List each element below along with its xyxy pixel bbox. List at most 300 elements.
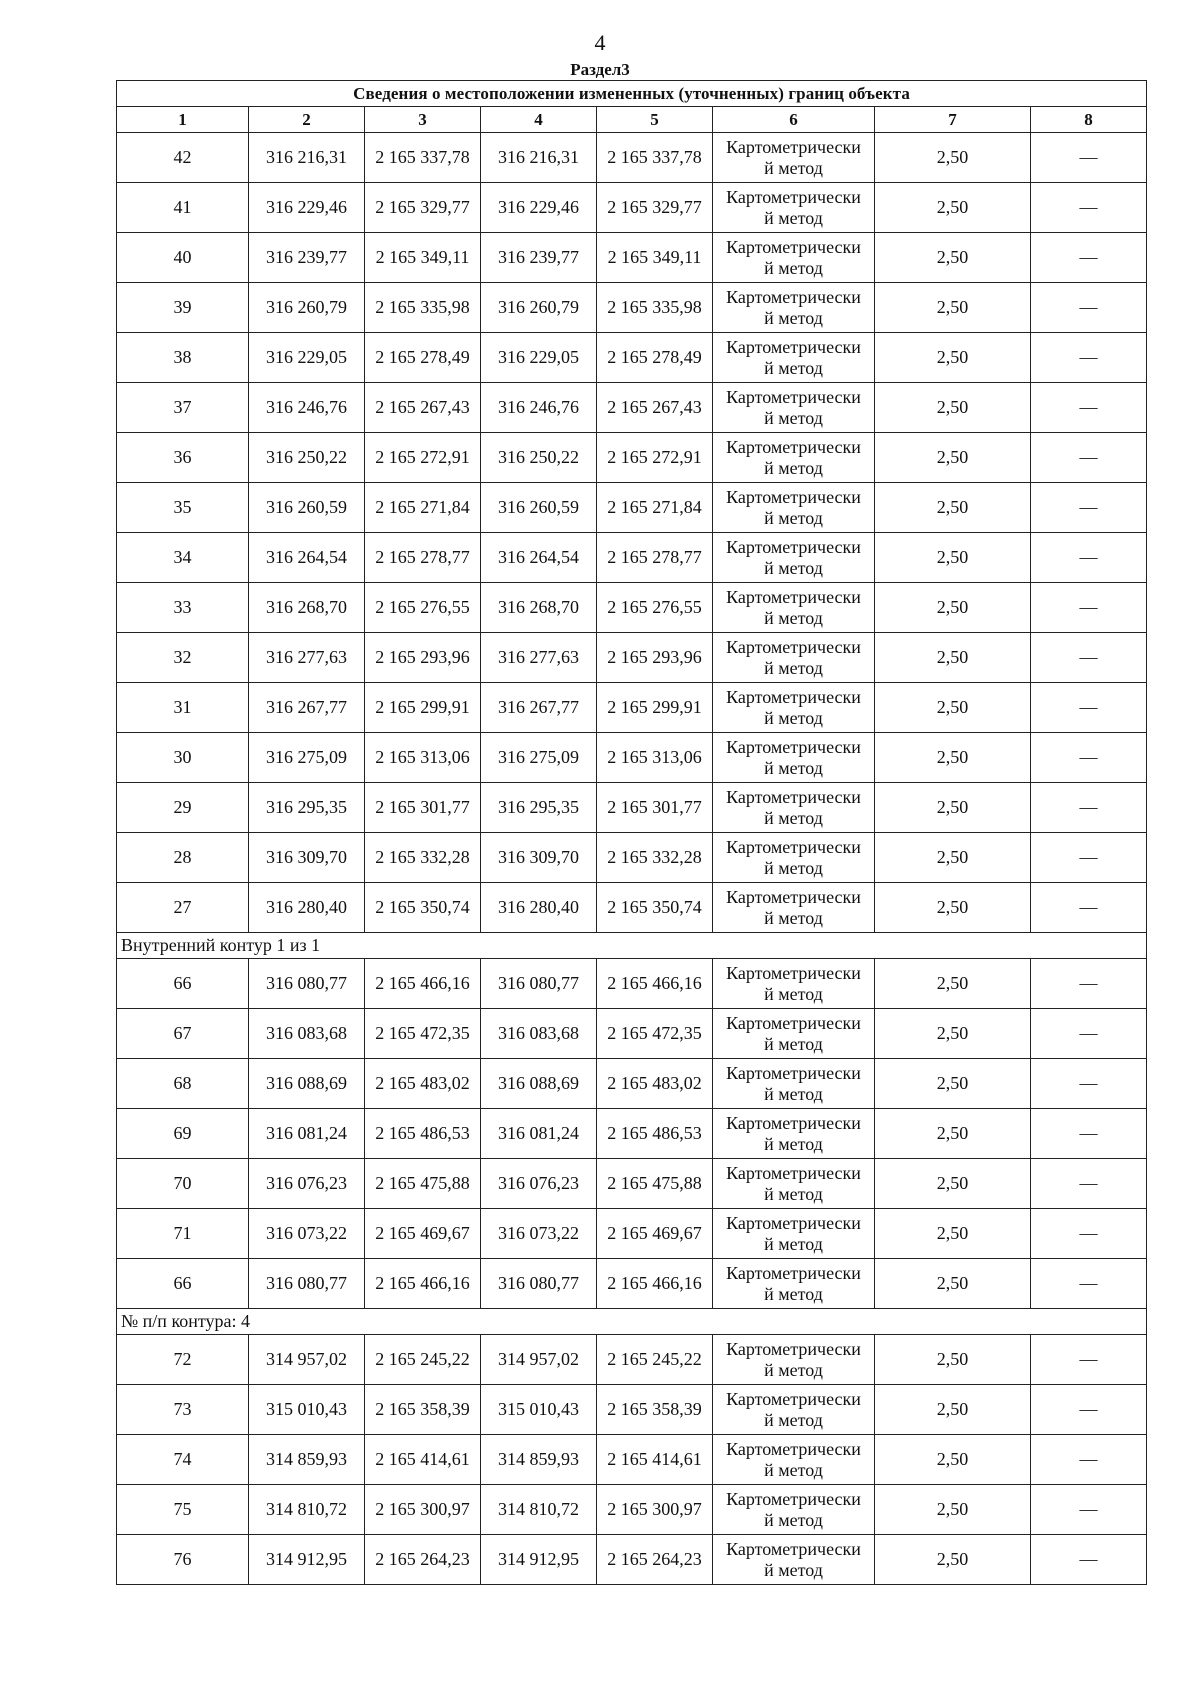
y-existing-cell: 2 165 486,53: [365, 1109, 481, 1159]
point-number-cell: 73: [117, 1385, 249, 1435]
y-existing-cell: 2 165 313,06: [365, 733, 481, 783]
y-new-cell: 2 165 358,39: [597, 1385, 713, 1435]
column-header: 8: [1031, 107, 1147, 133]
method-line-2: й метод: [764, 1033, 823, 1054]
y-existing-cell: 2 165 272,91: [365, 433, 481, 483]
column-header: 1: [117, 107, 249, 133]
point-number-cell: 71: [117, 1209, 249, 1259]
method-line-2: й метод: [764, 1233, 823, 1254]
x-existing-cell: 316 275,09: [249, 733, 365, 783]
method-line-2: й метод: [764, 1283, 823, 1304]
note-cell: —: [1031, 1435, 1147, 1485]
y-new-cell: 2 165 267,43: [597, 383, 713, 433]
y-existing-cell: 2 165 329,77: [365, 183, 481, 233]
table-row: [117, 483, 1147, 533]
method-line-2: й метод: [764, 1559, 823, 1580]
method-line-2: й метод: [764, 707, 823, 728]
note-cell: —: [1031, 1059, 1147, 1109]
x-new-cell: 316 080,77: [481, 959, 597, 1009]
precision-cell: 2,50: [875, 633, 1031, 683]
method-cell: [713, 1435, 875, 1485]
method-line-1: Картометрически: [726, 1338, 861, 1359]
method-line-1: Картометрически: [726, 1262, 861, 1283]
y-new-cell: 2 165 300,97: [597, 1485, 713, 1535]
y-existing-cell: 2 165 337,78: [365, 133, 481, 183]
x-new-cell: 316 246,76: [481, 383, 597, 433]
precision-cell: 2,50: [875, 959, 1031, 1009]
x-existing-cell: 314 810,72: [249, 1485, 365, 1535]
point-number-cell: 38: [117, 333, 249, 383]
y-existing-cell: 2 165 301,77: [365, 783, 481, 833]
column-header: 5: [597, 107, 713, 133]
x-existing-cell: 316 083,68: [249, 1009, 365, 1059]
method-cell: [713, 483, 875, 533]
y-new-cell: 2 165 313,06: [597, 733, 713, 783]
precision-cell: 2,50: [875, 1259, 1031, 1309]
method-line-2: й метод: [764, 757, 823, 778]
method-line-1: Картометрически: [726, 1438, 861, 1459]
method-line-1: Картометрически: [726, 486, 861, 507]
table-row: [117, 1535, 1147, 1585]
method-cell: [713, 633, 875, 683]
x-existing-cell: 314 859,93: [249, 1435, 365, 1485]
table-row: [117, 133, 1147, 183]
y-existing-cell: 2 165 264,23: [365, 1535, 481, 1585]
method-line-1: Картометрически: [726, 686, 861, 707]
y-existing-cell: 2 165 358,39: [365, 1385, 481, 1435]
method-cell: [713, 833, 875, 883]
method-cell: [713, 683, 875, 733]
x-existing-cell: 314 957,02: [249, 1335, 365, 1385]
note-cell: —: [1031, 683, 1147, 733]
x-new-cell: 316 264,54: [481, 533, 597, 583]
note-cell: —: [1031, 283, 1147, 333]
method-line-2: й метод: [764, 357, 823, 378]
method-line-1: Картометрически: [726, 636, 861, 657]
method-cell: [713, 733, 875, 783]
x-new-cell: 314 810,72: [481, 1485, 597, 1535]
y-existing-cell: 2 165 414,61: [365, 1435, 481, 1485]
method-cell: [713, 183, 875, 233]
point-number-cell: 67: [117, 1009, 249, 1059]
point-number-cell: 37: [117, 383, 249, 433]
note-cell: —: [1031, 783, 1147, 833]
point-number-cell: 40: [117, 233, 249, 283]
y-existing-cell: 2 165 475,88: [365, 1159, 481, 1209]
method-line-2: й метод: [764, 207, 823, 228]
method-line-1: Картометрически: [726, 536, 861, 557]
y-new-cell: 2 165 414,61: [597, 1435, 713, 1485]
point-number-cell: 28: [117, 833, 249, 883]
table-row: [117, 1259, 1147, 1309]
method-cell: [713, 1335, 875, 1385]
section-title: Раздел3: [570, 60, 630, 79]
x-new-cell: 316 277,63: [481, 633, 597, 683]
y-existing-cell: 2 165 335,98: [365, 283, 481, 333]
x-new-cell: 314 912,95: [481, 1535, 597, 1585]
x-existing-cell: 316 229,05: [249, 333, 365, 383]
point-number-cell: 66: [117, 959, 249, 1009]
method-cell: [713, 1535, 875, 1585]
precision-cell: 2,50: [875, 683, 1031, 733]
table-row: [117, 683, 1147, 733]
method-line-1: Картометрически: [726, 1488, 861, 1509]
x-new-cell: 316 229,05: [481, 333, 597, 383]
note-cell: —: [1031, 1009, 1147, 1059]
point-number-cell: 70: [117, 1159, 249, 1209]
precision-cell: 2,50: [875, 1009, 1031, 1059]
method-line-2: й метод: [764, 807, 823, 828]
table-row: [117, 783, 1147, 833]
method-line-2: й метод: [764, 1459, 823, 1480]
method-cell: [713, 333, 875, 383]
x-new-cell: 316 080,77: [481, 1259, 597, 1309]
precision-cell: 2,50: [875, 333, 1031, 383]
y-new-cell: 2 165 293,96: [597, 633, 713, 683]
table-row: [117, 183, 1147, 233]
method-line-2: й метод: [764, 607, 823, 628]
point-number-cell: 76: [117, 1535, 249, 1585]
method-cell: [713, 959, 875, 1009]
method-line-1: Картометрически: [726, 586, 861, 607]
column-header: 7: [875, 107, 1031, 133]
point-number-cell: 41: [117, 183, 249, 233]
point-number-cell: 69: [117, 1109, 249, 1159]
point-number-cell: 27: [117, 883, 249, 933]
method-line-1: Картометрически: [726, 1538, 861, 1559]
y-new-cell: 2 165 245,22: [597, 1335, 713, 1385]
column-header: 4: [481, 107, 597, 133]
point-number-cell: 33: [117, 583, 249, 633]
precision-cell: 2,50: [875, 1535, 1031, 1585]
precision-cell: 2,50: [875, 133, 1031, 183]
table-row: [117, 1059, 1147, 1109]
method-line-2: й метод: [764, 557, 823, 578]
x-new-cell: 316 267,77: [481, 683, 597, 733]
y-new-cell: 2 165 332,28: [597, 833, 713, 883]
precision-cell: 2,50: [875, 1159, 1031, 1209]
x-new-cell: 316 275,09: [481, 733, 597, 783]
precision-cell: 2,50: [875, 1485, 1031, 1535]
method-cell: [713, 1385, 875, 1435]
note-cell: —: [1031, 1535, 1147, 1585]
note-cell: —: [1031, 233, 1147, 283]
x-existing-cell: 316 081,24: [249, 1109, 365, 1159]
y-new-cell: 2 165 278,49: [597, 333, 713, 383]
x-existing-cell: 316 076,23: [249, 1159, 365, 1209]
x-existing-cell: 316 277,63: [249, 633, 365, 683]
precision-cell: 2,50: [875, 1335, 1031, 1385]
note-cell: —: [1031, 1259, 1147, 1309]
y-new-cell: 2 165 329,77: [597, 183, 713, 233]
x-existing-cell: 315 010,43: [249, 1385, 365, 1435]
note-cell: —: [1031, 183, 1147, 233]
method-cell: [713, 1109, 875, 1159]
coordinates-table: [116, 80, 1147, 1585]
point-number-cell: 30: [117, 733, 249, 783]
method-line-1: Картометрически: [726, 736, 861, 757]
column-header: 6: [713, 107, 875, 133]
y-existing-cell: 2 165 466,16: [365, 959, 481, 1009]
point-number-cell: 75: [117, 1485, 249, 1535]
table-row: [117, 533, 1147, 583]
x-new-cell: 316 076,23: [481, 1159, 597, 1209]
y-existing-cell: 2 165 483,02: [365, 1059, 481, 1109]
x-existing-cell: 316 229,46: [249, 183, 365, 233]
method-cell: [713, 883, 875, 933]
contour-group-label: № п/п контура: 4: [117, 1309, 1147, 1335]
y-new-cell: 2 165 272,91: [597, 433, 713, 483]
table-row: [117, 1335, 1147, 1385]
method-line-1: Картометрически: [726, 436, 861, 457]
method-line-2: й метод: [764, 457, 823, 478]
method-line-1: Картометрически: [726, 1062, 861, 1083]
page-number: 4: [594, 30, 606, 55]
method-line-1: Картометрически: [726, 136, 861, 157]
method-cell: [713, 583, 875, 633]
column-header: 3: [365, 107, 481, 133]
table-row: [117, 959, 1147, 1009]
y-new-cell: 2 165 337,78: [597, 133, 713, 183]
method-line-1: Картометрически: [726, 962, 861, 983]
y-new-cell: 2 165 278,77: [597, 533, 713, 583]
table-row: [117, 633, 1147, 683]
x-existing-cell: 316 280,40: [249, 883, 365, 933]
precision-cell: 2,50: [875, 783, 1031, 833]
y-new-cell: 2 165 349,11: [597, 233, 713, 283]
precision-cell: 2,50: [875, 1109, 1031, 1159]
point-number-cell: 72: [117, 1335, 249, 1385]
contour-group-row: [117, 1309, 1147, 1335]
precision-cell: 2,50: [875, 383, 1031, 433]
method-cell: [713, 1009, 875, 1059]
method-line-1: Картометрически: [726, 1212, 861, 1233]
method-line-1: Картометрически: [726, 186, 861, 207]
table-row: [117, 1485, 1147, 1535]
method-line-1: Картометрически: [726, 786, 861, 807]
x-existing-cell: 316 073,22: [249, 1209, 365, 1259]
y-new-cell: 2 165 350,74: [597, 883, 713, 933]
note-cell: —: [1031, 433, 1147, 483]
table-row: [117, 1159, 1147, 1209]
precision-cell: 2,50: [875, 483, 1031, 533]
method-line-2: й метод: [764, 307, 823, 328]
method-line-1: Картометрически: [726, 336, 861, 357]
note-cell: —: [1031, 959, 1147, 1009]
point-number-cell: 42: [117, 133, 249, 183]
x-new-cell: 316 239,77: [481, 233, 597, 283]
method-cell: [713, 283, 875, 333]
note-cell: —: [1031, 533, 1147, 583]
x-new-cell: 316 260,79: [481, 283, 597, 333]
method-line-2: й метод: [764, 1409, 823, 1430]
note-cell: —: [1031, 333, 1147, 383]
y-existing-cell: 2 165 349,11: [365, 233, 481, 283]
x-existing-cell: 316 088,69: [249, 1059, 365, 1109]
point-number-cell: 66: [117, 1259, 249, 1309]
contour-group-row: [117, 933, 1147, 959]
method-cell: [713, 1059, 875, 1109]
method-line-2: й метод: [764, 1183, 823, 1204]
y-new-cell: 2 165 472,35: [597, 1009, 713, 1059]
y-new-cell: 2 165 486,53: [597, 1109, 713, 1159]
method-line-1: Картометрически: [726, 1162, 861, 1183]
precision-cell: 2,50: [875, 733, 1031, 783]
method-line-2: й метод: [764, 1133, 823, 1154]
method-line-2: й метод: [764, 983, 823, 1004]
method-line-2: й метод: [764, 1083, 823, 1104]
method-cell: [713, 1259, 875, 1309]
y-existing-cell: 2 165 271,84: [365, 483, 481, 533]
method-line-2: й метод: [764, 907, 823, 928]
precision-cell: 2,50: [875, 533, 1031, 583]
contour-group-label: Внутренний контур 1 из 1: [117, 933, 1147, 959]
point-number-cell: 31: [117, 683, 249, 733]
x-existing-cell: 316 264,54: [249, 533, 365, 583]
method-line-2: й метод: [764, 507, 823, 528]
note-cell: —: [1031, 733, 1147, 783]
x-existing-cell: 316 260,79: [249, 283, 365, 333]
x-new-cell: 316 295,35: [481, 783, 597, 833]
x-new-cell: 316 083,68: [481, 1009, 597, 1059]
note-cell: —: [1031, 383, 1147, 433]
precision-cell: 2,50: [875, 583, 1031, 633]
method-cell: [713, 533, 875, 583]
y-new-cell: 2 165 301,77: [597, 783, 713, 833]
method-line-1: Картометрически: [726, 1012, 861, 1033]
note-cell: —: [1031, 833, 1147, 883]
point-number-cell: 36: [117, 433, 249, 483]
precision-cell: 2,50: [875, 833, 1031, 883]
column-header: 2: [249, 107, 365, 133]
note-cell: —: [1031, 633, 1147, 683]
method-cell: [713, 433, 875, 483]
y-existing-cell: 2 165 300,97: [365, 1485, 481, 1535]
x-new-cell: 316 081,24: [481, 1109, 597, 1159]
y-existing-cell: 2 165 267,43: [365, 383, 481, 433]
table-row: [117, 1109, 1147, 1159]
method-cell: [713, 133, 875, 183]
y-new-cell: 2 165 475,88: [597, 1159, 713, 1209]
method-cell: [713, 233, 875, 283]
y-existing-cell: 2 165 472,35: [365, 1009, 481, 1059]
precision-cell: 2,50: [875, 283, 1031, 333]
table-row: [117, 333, 1147, 383]
point-number-cell: 68: [117, 1059, 249, 1109]
note-cell: —: [1031, 1109, 1147, 1159]
table-row: [117, 1385, 1147, 1435]
note-cell: —: [1031, 1159, 1147, 1209]
method-line-2: й метод: [764, 1509, 823, 1530]
x-new-cell: 314 957,02: [481, 1335, 597, 1385]
precision-cell: 2,50: [875, 883, 1031, 933]
point-number-cell: 32: [117, 633, 249, 683]
method-line-1: Картометрически: [726, 236, 861, 257]
table-row: [117, 433, 1147, 483]
method-line-2: й метод: [764, 657, 823, 678]
y-existing-cell: 2 165 466,16: [365, 1259, 481, 1309]
y-existing-cell: 2 165 276,55: [365, 583, 481, 633]
point-number-cell: 39: [117, 283, 249, 333]
x-new-cell: 314 859,93: [481, 1435, 597, 1485]
y-new-cell: 2 165 276,55: [597, 583, 713, 633]
table-row: [117, 583, 1147, 633]
x-existing-cell: 316 080,77: [249, 959, 365, 1009]
y-new-cell: 2 165 335,98: [597, 283, 713, 333]
x-new-cell: 316 216,31: [481, 133, 597, 183]
point-number-cell: 35: [117, 483, 249, 533]
method-cell: [713, 783, 875, 833]
x-existing-cell: 316 260,59: [249, 483, 365, 533]
method-line-1: Картометрически: [726, 1112, 861, 1133]
y-existing-cell: 2 165 299,91: [365, 683, 481, 733]
y-new-cell: 2 165 469,67: [597, 1209, 713, 1259]
table-caption: Сведения о местоположении измененных (уточненных) границ объекта: [117, 81, 1147, 107]
note-cell: —: [1031, 483, 1147, 533]
note-cell: —: [1031, 1385, 1147, 1435]
method-cell: [713, 1485, 875, 1535]
method-line-2: й метод: [764, 257, 823, 278]
point-number-cell: 34: [117, 533, 249, 583]
note-cell: —: [1031, 1485, 1147, 1535]
method-line-1: Картометрически: [726, 886, 861, 907]
note-cell: —: [1031, 1335, 1147, 1385]
precision-cell: 2,50: [875, 183, 1031, 233]
x-existing-cell: 314 912,95: [249, 1535, 365, 1585]
method-line-2: й метод: [764, 157, 823, 178]
y-existing-cell: 2 165 293,96: [365, 633, 481, 683]
y-existing-cell: 2 165 469,67: [365, 1209, 481, 1259]
point-number-cell: 29: [117, 783, 249, 833]
method-line-2: й метод: [764, 1359, 823, 1380]
x-new-cell: 316 268,70: [481, 583, 597, 633]
y-new-cell: 2 165 299,91: [597, 683, 713, 733]
y-new-cell: 2 165 483,02: [597, 1059, 713, 1109]
method-line-2: й метод: [764, 857, 823, 878]
note-cell: —: [1031, 883, 1147, 933]
y-existing-cell: 2 165 278,77: [365, 533, 481, 583]
x-existing-cell: 316 295,35: [249, 783, 365, 833]
x-existing-cell: 316 267,77: [249, 683, 365, 733]
x-existing-cell: 316 268,70: [249, 583, 365, 633]
method-cell: [713, 383, 875, 433]
table-row: [117, 233, 1147, 283]
table-row: [117, 1435, 1147, 1485]
x-new-cell: 316 073,22: [481, 1209, 597, 1259]
precision-cell: 2,50: [875, 233, 1031, 283]
note-cell: —: [1031, 133, 1147, 183]
y-new-cell: 2 165 466,16: [597, 1259, 713, 1309]
x-new-cell: 316 280,40: [481, 883, 597, 933]
table-row: [117, 1009, 1147, 1059]
table-row: [117, 733, 1147, 783]
precision-cell: 2,50: [875, 433, 1031, 483]
method-line-1: Картометрически: [726, 386, 861, 407]
method-cell: [713, 1159, 875, 1209]
x-new-cell: 316 088,69: [481, 1059, 597, 1109]
y-new-cell: 2 165 264,23: [597, 1535, 713, 1585]
y-existing-cell: 2 165 332,28: [365, 833, 481, 883]
x-existing-cell: 316 309,70: [249, 833, 365, 883]
point-number-cell: 74: [117, 1435, 249, 1485]
precision-cell: 2,50: [875, 1385, 1031, 1435]
table-row: [117, 283, 1147, 333]
y-existing-cell: 2 165 245,22: [365, 1335, 481, 1385]
table-row: [117, 883, 1147, 933]
y-existing-cell: 2 165 278,49: [365, 333, 481, 383]
table-row: [117, 383, 1147, 433]
method-line-2: й метод: [764, 407, 823, 428]
